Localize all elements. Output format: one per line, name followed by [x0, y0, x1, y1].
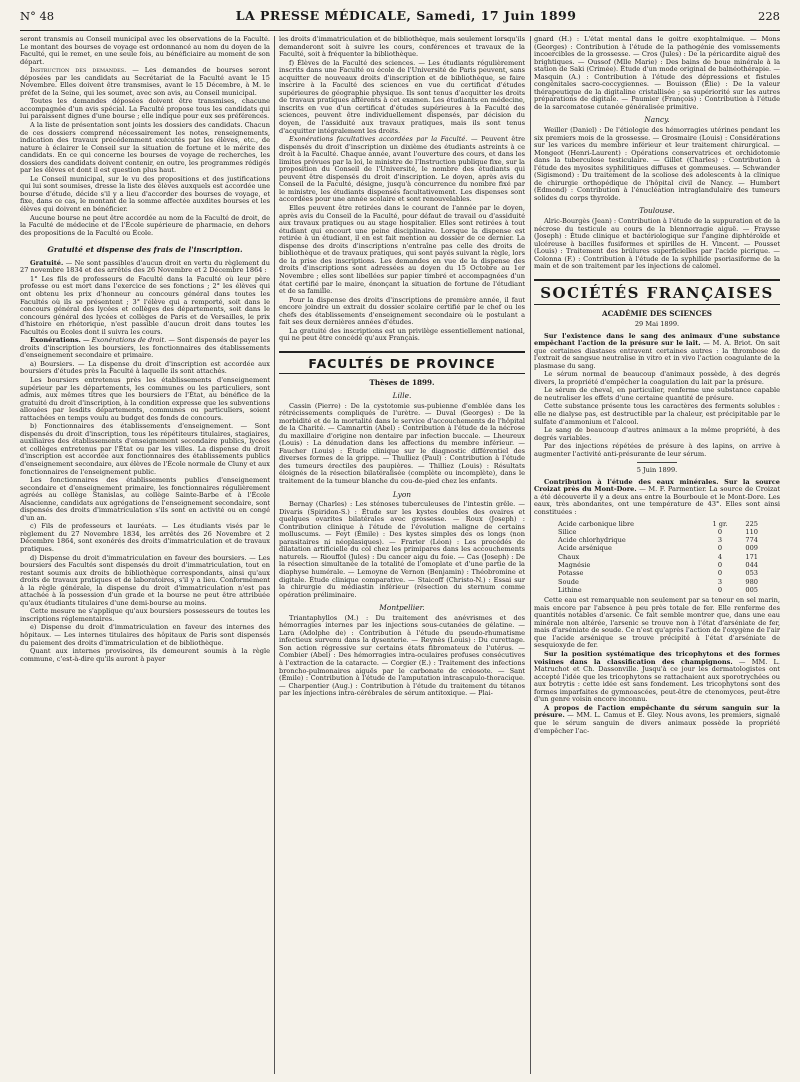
paragraph: c) Fils de professeurs et lauréats. — Les étudiants visés par le règlement du 27 Novembre 1834, les arrêtés des 26 Novembre et 2 Décembre 1864, sont exonérés des droits d'immatriculation et de travaux pratiques.: [20, 522, 270, 553]
session-date: 29 Mai 1899.: [634, 319, 680, 328]
table-row: Lithine 0 005: [558, 585, 758, 594]
paragraph: Quant aux internes provisoires, ils demeurent soumis à la règle commune, c'est-à-dire qu'ils auront à payer: [20, 647, 270, 663]
section-title: FACULTÉS DE PROVINCE: [308, 355, 496, 371]
paragraph: La gratuité des inscriptions est un privilège essentiellement national, qui ne peut être concédé qu'aux Français.: [279, 326, 525, 343]
run-in-heading: Exonérations facultatives accordées par la Faculté.: [289, 135, 468, 144]
paragraph: Exonérations. — Exonérations de droit. — Sont dispensés de payer les droits d'inscription les boursiers, les fonctionnaires des établissements d'enseignement secondaire et primaire.: [20, 336, 270, 360]
session-date: 5 Juin 1899.: [636, 466, 678, 475]
page-header: [20, 8, 780, 30]
table-row: Chaux 4 171: [558, 552, 758, 561]
article-title: Sur l'existence dans le sang des animaux d'une substance empêchant l'action de la présure sur le lait.: [534, 331, 780, 348]
city-heading: Montpellier.: [379, 603, 425, 613]
divider: [637, 462, 677, 463]
subsection-heading: Thèses de 1899.: [369, 378, 435, 388]
subsection-heading: ACADÉMIE DES SCIENCES: [602, 309, 712, 319]
paragraph: A la liste de présentation sont joints les dossiers des candidats. Chacun de ces dossiers comprend nécessairement les notes, renseignements, indication des travaux précédemment exécutés par les élèves, etc., de nature à éclairer le Conseil sur la situation de fortune et le mérite des candidats. En ce qui concerne les bourses de voyage de recherches, les dossiers des candidats doivent contenir, en outre, les programmes rédigés par les élèves et dont il est question plus haut.: [20, 121, 270, 175]
article-title: Sur la position systématique des tricophytons et des formes voisines dans la classification des champignons.: [534, 650, 780, 666]
paragraph: Sur la position systématique des tricophytons et des formes voisines dans la classification des champignons. — MM. L. Matruchot et Ch. Dassonville. Jusqu'à ce jour les dermatologistes ont accepté l'idée que les tricophytons se rattachaient aux sporotrychées ou aux botrytis : cette idée est sans fondement. Les tricophytons sont des formes imparfaites de gymnoascées, peut-être de ctenomyces, peut-être d'un genre voisin encore inconnu.: [534, 650, 780, 704]
section-banner: [534, 279, 780, 306]
city-heading: Nancy.: [644, 115, 670, 125]
run-in-heading: Exonérations.: [30, 336, 81, 345]
paragraph: Elles peuvent être retirées dans le courant de l'année par le doyen, après avis du Conseil de la Faculté, pour défaut de travail ou d'assiduité aux travaux pratiques ou au stage hospitalier. Elles sont retirées à tout étudiant qui encourt une peine disciplinaire. Lorsque la dispense est retirée à un étudiant, il en est fait mention au dossier de ce dernier. La dispense des droits d'inscriptions n'entraîne pas celle des droits de bibliothèque et de travaux pratiques, qui sont payés suivant la règle, lors de la prise des inscriptions. Les demandes en vue de la dispense des droits d'inscriptions sont adressées au doyen du 15 Octobre au 1er Novembre ; elles sont libellées sur papier timbré et accompagnées d'un état certifié par le maire, énonçant la situation de fortune de l'étudiant et de sa famille.: [279, 204, 525, 296]
paragraph: e) Dispense du droit d'immatriculation en faveur des internes des hôpitaux. — Les internes titulaires des hôpitaux de Paris sont dispensés du paiement des droits d'immatriculation et de bibliothèque.: [20, 623, 270, 647]
paragraph: Le sérum normal de beaucoup d'animaux possède, à des degrés divers, la propriété d'empêcher la coagulation du lait par la présure.: [534, 370, 780, 386]
paragraph: Cette substance présente tous les caractères des ferments solubles : elle ne dialyse pas, est destructible par la chaleur, est précipitable par le sulfate d'ammonium et l'alcool.: [534, 402, 780, 426]
paragraph: Sur l'existence dans le sang des animaux d'une substance empêchant l'action de la présure sur le lait. — M. A. Briot. On sait que certaines diastases entravent certaines autres : la thrombose de l'extrait de sangsue neutralise in vitro et in vivo l'action coagulante de la plasmase du sang.: [534, 331, 780, 370]
paragraph: Le sérum de cheval, en particulier, renferme une substance capable de neutraliser les effets d'une certaine quantité de présure.: [534, 386, 780, 402]
run-in-heading: Gratuité.: [30, 258, 64, 267]
paragraph: Instruction des demandes. — Les demandes de bourses seront déposées par les candidats au Secrétariat de la Faculté avant le 15 Novembre. Elles doivent être transmises, avant le 15 Décembre, à M. le préfet de la Seine, qui les soumet, avec son avis, au Conseil municipal.: [20, 66, 270, 97]
paragraph: seront transmis au Conseil municipal avec les observations de la Faculté. Le montant des bourses de voyage est ordonnancé au nom du doyen de la Faculté, qui le remet, en une seule fois, au bénéficiaire au moment de son départ.: [20, 36, 270, 66]
table-row: Magnésie 0 044: [558, 561, 758, 570]
city-heading: Lille.: [392, 390, 412, 400]
section-heading: Gratuité et dispense des frais de l'inscription.: [47, 245, 243, 255]
table-row: Acide chlorhydrique 3 774: [558, 536, 758, 545]
article-title: Contribution à l'étude des eaux minérales. Sur la source Croizat près du Mont-Dore.: [534, 477, 780, 494]
paragraph: Les fonctionnaires des établissements publics d'enseignement secondaire et d'enseignement primaire, les fonctionnaires régulièrement agréés au collège Stanislas, au collège Sainte-Barbe et à l'École Alsacienne, candidats aux agrégations de l'enseignement secondaire, sont dispensés des droits d'immatriculation s'ils sont en activité ou en congé d'un an.: [20, 476, 270, 522]
city-heading: Lyon: [392, 489, 412, 499]
paragraph: gnard (H.) : L'état mental dans le goitre exophtalmique. — Mons (Georges) : Contribution à l'étude de la pathogénie des vomissements incoercibles de la grossesse. — Cros (Jules) : De la péricardite aiguë des brightiques. — Oussof (Mlle Marie) : Des bains de boue minérale à la station de Saki (Crimée). Étude d'un mode original de balnéothérapie. — Masquin (A.) : Contribution à l'étude des dépressions et fistules congénitales sacro-coccygiennes. — Bouisson (Élie) : De la valeur thérapeutique de la digitaline cristallisée ; sa supériorité sur les autres préparations de digitale. — Paumier (François) : Contribution à l'étude de la sarcomatose cutanée généralisée primitive.: [534, 36, 780, 111]
paragraph: Weiller (Daniel) : De l'étiologie des hémorragies utérines pendant les six premiers mois de la grossesse. — Grosmaire (Louis) : Considérations sur les varices du membre inférieur et leur traitement chirurgical. — Mongeot (Henri-Laurent) : Opérations conservatrices et orchidotomie dans la tuberculose testiculaire. — Gillet (Charles) : Contribution à l'étude des myosites syphilitiques diffuses et gommeuses. — Schwander (Sigismond) : Du traitement de la scoliose des adolescents à la clinique de chirurgie orthopédique de l'hôpital civil de Nancy. — Humbert (Edmond) : Contribution à l'énucléation intraglandulaire des tumeurs solides du corps thyroïde.: [534, 126, 780, 202]
paragraph: Les boursiers entretenus près les établissements d'enseignement supérieur par les départements, les communes ou les particuliers, sont admis, aux mêmes titres que les boursiers de l'État, au bénéfice de la gratuité du droit d'inscription, à la condition expresse que les subventions allouées par lesdits départements, communes ou particuliers, soient rattachées en temps voulu au budget des fonds de concours.: [20, 375, 270, 422]
header-rule: [20, 30, 780, 31]
paragraph: 1° Les fils de professeurs de Faculté dans la Faculté où leur père professe ou est mort dans l'exercice de ses fonctions ; 2° les élèves qui ont obtenu les prix d'honneur au concours général dans toutes les Facultés où ils se présentent ; 3° l'élève qui a remporté, soit dans le concours général des lycées et collèges des départements, soit dans le concours général des lycées et collèges de Paris et de Versailles, le prix d'histoire en rhétorique, n'est passible d'aucun droit dans toutes les Facultés ou Écoles dont il suivra les cours.: [20, 274, 270, 336]
paragraph: Gratuité. — Ne sont passibles d'aucun droit en vertu du règlement du 27 novembre 1834 et des arrêtés des 26 Novembre et 2 Décembre 1864 :: [20, 258, 270, 275]
journal-title: LA PRESSE MÉDICALE, Samedi, 17 Juin 1899: [235, 8, 577, 23]
paragraph: A propos de l'action empêchante du sérum sanguin sur la présure. — MM. L. Camus et E. Gley. Nous avons, les premiers, signalé que le sérum sanguin de divers animaux possède la propriété d'empêcher l'ac-: [534, 703, 780, 735]
page-number: 228: [758, 9, 780, 23]
paragraph: Pour la dispense des droits d'inscriptions de première année, il faut encore joindre un extrait du dossier scolaire certifié par le chef ou les chefs des établissements d'enseignement secondaire où le postulant a fait ses deux dernières années d'études.: [279, 295, 525, 327]
section-banner: [279, 351, 525, 375]
paragraph: Triantaphyllos (M.) : Du traitement des anévrismes et des hémorragies internes par les injections sous-cutanées de gélatine. — Lara (Adolphe de) : Contribution à l'étude du pseudo-rhumatisme infectieux survenu dans la dysenterie. — Reynès (Louis) : Du curettage. Son action régressive sur certains états fibromateux de l'utérus. — Combier (Abel) : Des hémorragies intra-oculaires profuses consécutives à l'extraction de la cataracte. — Corgier (E.) : Traitement des infections broncho-pulmonaires aiguës par le carbonate de créosote. — Sant (Émile) : Contribution à l'étude de l'amputation intrascapulo-thoracique. — Charpentier (Aug.) : Contribution à l'étude du traitement du tétanos par les injections intra-cérébrales de sérum antitoxique. — Plai-: [279, 613, 525, 698]
column-2: [279, 36, 525, 1074]
city-heading: Toulouse.: [639, 206, 675, 216]
table-row: Acide carbonique libre 1 gr. 225: [558, 519, 758, 528]
paragraph: Bernay (Charles) : Les sténoses tuberculeuses de l'intestin grêle. — Divaris (Spiridon-S.) : Étude sur les kystes doubles des ovaires et quelques ovarites bilatérales avec grossesse. — Roux (Joseph) : Contribution clinique à l'étude de l'évolution maligne de certains molluscums. — Feyt (Émile) : Des kystes simples des os longs (non parasitaires ni néoplasiques). — Frarier (Léon) : Les procédés de dilatation artificielle du col chez les primipares dans les accouchements naturels. — Riouffol (Jules) : Du cancer aigu du foie. — Cas (Joseph) : De la résection simultanée de la totalité de l'omoplate et d'une partie de la diaphyse humérale. — Lemoyne de Vernon (Benjamin) : Théobromine et digitale. Étude clinique comparative. — Staicoff (Christo-N.) : Essai sur la chirurgie du médiastin inférieur (résection du sternum comme opération préliminaire.: [279, 500, 525, 599]
article-title: A propos de l'action empêchante du sérum sanguin sur la présure.: [534, 703, 780, 720]
paragraph: a) Boursiers. — La dispense du droit d'inscription est accordée aux boursiers d'études près la Faculté à laquelle ils sont attachés.: [20, 359, 270, 376]
column-1: [20, 36, 270, 1074]
section-title: SOCIÉTÉS FRANÇAISES: [540, 283, 774, 302]
paragraph: Cassin (Pierre) : De la cystotomie sus-pubienne d'emblée dans les rétrécissements compliqués de l'urètre. — Duval (Georges) : De la morbidité et de la mortalité dans le service d'accouchements de l'hôpital de la Charité. — Camnartin (Abel) : Contribution à l'étude de la nécrose du maxillaire d'origine non dentaire par infection buccale. — Lheureux (Louis) : La dénudation dans les affections du membre inférieur. — Faucher (Louis) : Étude clinique sur le diagnostic différentiel des diverses formes de la grippe. — Thulliez (Paul) : Contribution à l'étude des tumeurs érectiles des paupières. — Thilliez (Louis) : Résultats éloignés de la résection bilatéralisée (complète ou incomplète), dans le traitement de la tumeur blanche du cou-de-pied chez les enfants.: [279, 401, 525, 485]
run-in-heading: Instruction des demandes.: [30, 66, 127, 75]
table-row: Silice 0 110: [558, 527, 758, 536]
table-row: Potasse 0 053: [558, 569, 758, 578]
table-row: Acide arsénique 0 009: [558, 544, 758, 553]
paragraph: les droits d'immatriculation et de bibliothèque, mais seulement lorsqu'ils demanderont soit à suivre les cours, conférences et travaux de la Faculté, soit à fréquenter la bibliothèque.: [279, 36, 525, 59]
paragraph: b) Fonctionnaires des établissements d'enseignement. — Sont dispensés du droit d'inscription, tous les répétiteurs titulaires, stagiaires, auxiliaires des établissements d'enseignement secondaire publics, lycées et collèges entretenus par l'État ou par les villes. La dispense du droit d'inscription est accordée aux fonctionnaires des établissements publics d'enseignement secondaire, aux élèves de l'École normale de Cluny et aux fonctionnaires de l'enseignement public.: [20, 422, 270, 476]
composition-table: [534, 520, 780, 595]
table-row: Soude 3 980: [558, 577, 758, 586]
paragraph: Cette eau est remarquable non seulement par sa teneur en sel marin, mais encore par l'absence à peu près totale de fer. Elle renferme des quantités notables d'arsenic. Ce fait semble montrer que, dans une eau minérale non altérée, l'arsenic se trouve non à l'état d'arséniate de fer, mais d'arséniate de soude. Ce n'est qu'après l'action de l'oxygène de l'air que l'acide arsénique se trouve précipité à l'état d'arséniate de sesquioxyde de fer.: [534, 596, 780, 650]
paragraph: Exonérations facultatives accordées par la Faculté. — Peuvent être dispensés du droit d'inscription un dixième des étudiants astreints à ce droit à la Faculté. Chaque année, avant l'ouverture des cours, et dans les limites prévues par la loi, le ministre de l'Instruction publique fixe, sur la proposition du Conseil de l'Université, le nombre des étudiants qui peuvent être dispensés du droit d'inscription. Le doyen, après avis du Conseil de la Faculté, désigne, jusqu'à concurrence du nombre fixé par le ministre, les étudiants dispensés facultativement. Les dispenses sont accordées pour une année scolaire et sont renouvelables.: [279, 135, 525, 204]
paragraph: Le sang de beaucoup d'autres animaux a la même propriété, à des degrés variables.: [534, 426, 780, 442]
paragraph: Le Conseil municipal, sur le vu des propositions et des justifications qui lui sont soumises, dresse la liste des élèves auxquels est accordée une bourse d'étude, décide s'il y a lieu d'accorder des bourses de voyage, et fixe, dans ce cas, le montant de la somme affectée auxdites bourses et les élèves qui doivent en bénéficier.: [20, 174, 270, 214]
paragraph: Cette mesure ne s'applique qu'aux boursiers possesseurs de toutes les inscriptions réglementaires.: [20, 607, 270, 623]
paragraph: Toutes les demandes déposées doivent être transmises, chacune accompagnée d'un avis spécial. La Faculté propose tous les candidats qui lui paraissent dignes d'une bourse ; elle indique pour eux ses préférences.: [20, 97, 270, 121]
column-divider-2: [530, 36, 531, 1074]
column-3: [534, 36, 780, 1074]
paragraph: Alric-Bourgès (Jean) : Contribution à l'étude de la suppuration et de la nécrose du testicule au cours de la blennorragie aiguë. — Fraysse (Joseph) : Étude clinique et bactériologique sur l'angine diphtéroïde et ulcéreuse à bacilles fusiformes et spirilles de H. Vincent. — Pousset (Louis) : Traitement des brûlures superficielles par l'acide picrique. — Colonna (F.) : Contribution à l'étude de la syphilide psoriasiforme de la main et de son traitement par les injections de calomel.: [534, 217, 780, 271]
paragraph: Par des injections répétées de présure à des lapins, on arrive à augmenter l'activité anti-présurante de leur sérum.: [534, 442, 780, 458]
paragraph: Aucune bourse ne peut être accordée au nom de la Faculté de droit, de la Faculté de médecine et de l'École supérieure de pharmacie, en dehors des propositions de la Faculté ou École.: [20, 213, 270, 237]
paragraph: d) Dispense du droit d'immatriculation en faveur des boursiers. — Les boursiers des Facultés sont dispensés du droit d'immatriculation, tout en restant soumis aux droits de bibliothèque correspondants, ainsi qu'aux droits de travaux pratiques et de laboratoires, s'il y a lieu. Conformément à la règle générale, la dispense du droit d'immatriculation n'est pas attachée à la possession d'un grade et la bourse ne peut être attribuée qu'aux étudiants titulaires d'une demi-bourse au moins.: [20, 553, 270, 607]
paragraph: Contribution à l'étude des eaux minérales. Sur la source Croizat près du Mont-Dore. — M. F. Parmentier. La source de Croizat a été découverte il y a deux ans entre la Bourboule et le Mont-Dore. Les eaux, très abondantes, ont une température de 43°. Elles sont ainsi constituées :: [534, 477, 780, 516]
paragraph: f) Élèves de la Faculté des sciences. — Les étudiants régulièrement inscrits dans une Faculté ou école de l'Université de Paris peuvent, sans acquitter de nouveaux droits d'inscription et de bibliothèque, se faire inscrire à la Faculté des sciences en vue du certificat d'études supérieures de géographie physique. Ils sont tenus d'acquitter les droits de travaux pratiques afférents à cet examen. Les étudiants en médecine, inscrits en vue d'un certificat d'études supérieures à la Faculté des sciences, peuvent être individuellement dispensés, par décision du doyen, de l'assiduité aux travaux pratiques, mais ils sont tenus d'acquitter intégralement les droits.: [279, 58, 525, 135]
issue-number: N° 48: [20, 9, 55, 23]
column-divider-1: [274, 36, 275, 1074]
